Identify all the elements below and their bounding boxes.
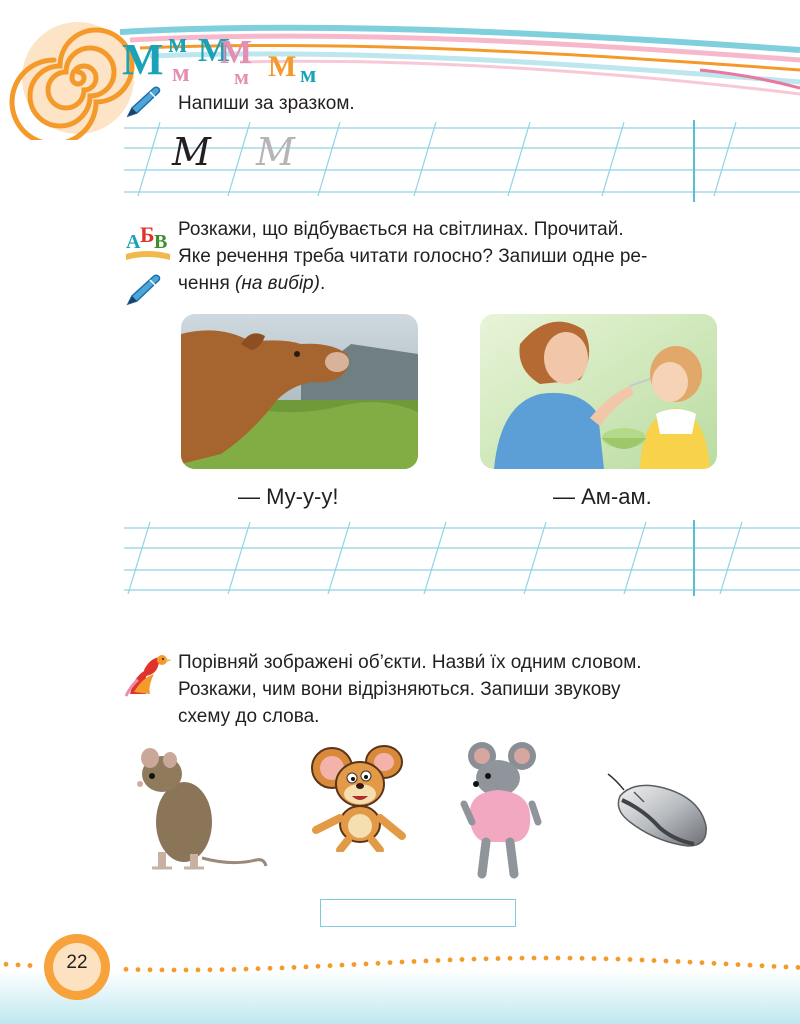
header-letter: М [198, 32, 231, 69]
footer-dot [244, 967, 249, 972]
footer-dot [316, 964, 321, 969]
footer-dot [628, 957, 633, 962]
abc-book-icon [124, 222, 172, 264]
footer-dot [472, 957, 477, 962]
footer-dot [304, 965, 309, 970]
footer-dot [640, 958, 645, 963]
header-letter: м [172, 58, 190, 87]
footer-dot [700, 960, 705, 965]
task2-line: Яке речення треба читати голосно? Запиши одне ре- [178, 246, 648, 267]
footer-dot [520, 956, 525, 961]
cartoon-mouse-image [304, 744, 412, 852]
footer-dot [172, 968, 177, 973]
footer-dot [136, 967, 141, 972]
footer-dot [364, 962, 369, 967]
task2-text-part: . [319, 273, 326, 294]
footer-dot [796, 965, 800, 970]
photo-caption: — Му-у-у! [238, 484, 339, 509]
pen-icon [124, 272, 164, 308]
footer-dot [544, 956, 549, 961]
task2-instruction [178, 216, 718, 297]
footer-dot [448, 958, 453, 963]
footer-dot [616, 957, 621, 962]
footer-dot [400, 960, 405, 965]
footer-dot [664, 959, 669, 964]
footer-dot [328, 963, 333, 968]
footer-dot [424, 959, 429, 964]
task3-line: схему до слова. [178, 706, 320, 727]
footer-dot [568, 956, 573, 961]
footer-dot [160, 968, 165, 973]
task2-line [178, 270, 718, 297]
page-number: 22 [66, 952, 88, 973]
abc-letter: Б [140, 222, 155, 247]
footer-dot [436, 958, 441, 963]
header-letter: м [234, 64, 249, 89]
task3-line: Порівняй зображені об’єкти. Назви́ їх одним словом. [178, 652, 642, 673]
footer-dot [232, 967, 237, 972]
footer-dot [604, 956, 609, 961]
sound-scheme-box[interactable] [320, 899, 516, 927]
task1-instruction: Напиши за зразком. [178, 93, 355, 114]
footer-dot [184, 968, 189, 973]
footer-dot [256, 966, 261, 971]
footer-dot [508, 956, 513, 961]
field-mouse-image [132, 748, 268, 880]
writing-lines [124, 118, 800, 208]
footer-dot [580, 956, 585, 961]
footer-dot [388, 960, 393, 965]
sample-letter: М [172, 130, 211, 174]
footer-dot [592, 956, 597, 961]
footer-dot [496, 956, 501, 961]
footer-dot [352, 962, 357, 967]
task2-line: Розкажи, що відбувається на світлинах. Прочитай. [178, 219, 624, 240]
footer-dot [28, 963, 33, 968]
footer-dot [280, 966, 285, 971]
footer-dot [676, 959, 681, 964]
header-letter: м [168, 28, 188, 59]
cow-photo [181, 314, 418, 469]
footer-dot [292, 965, 297, 970]
abc-letter: В [154, 231, 168, 253]
footer-dot [736, 962, 741, 967]
pen-icon [124, 84, 164, 120]
footer-dot [220, 967, 225, 972]
footer-dot [124, 967, 129, 972]
footer-dot [760, 963, 765, 968]
computer-mouse-image [604, 770, 710, 852]
footer-dot [688, 960, 693, 965]
task3-instruction [178, 649, 718, 730]
footer-dot [532, 956, 537, 961]
footer-dot [196, 968, 201, 973]
task3-line: Розкажи, чим вони відрізняються. Запиши звукову [178, 679, 621, 700]
footer-dot [712, 961, 717, 966]
footer-dot [268, 966, 273, 971]
firebird-icon [124, 648, 172, 698]
footer-dot [784, 965, 789, 970]
header-letter: М [122, 35, 164, 84]
header-letter: М [268, 50, 297, 83]
footer-dot [460, 957, 465, 962]
header-letter: М [220, 34, 253, 71]
photo-caption: — Ам-ам. [553, 484, 652, 509]
task2-text-part: чення [178, 273, 236, 294]
footer-dot [556, 956, 561, 961]
toy-mouse-image [458, 738, 544, 884]
footer-dot [772, 964, 777, 969]
footer-dot [484, 956, 489, 961]
writing-lines [124, 518, 800, 608]
footer-dot [748, 963, 753, 968]
footer-dot [376, 961, 381, 966]
footer-dots [4, 956, 800, 973]
footer-dot [208, 967, 213, 972]
task2-text-italic: (на вибір) [235, 273, 320, 294]
footer-dot [148, 967, 153, 972]
footer-dot [4, 962, 9, 967]
abc-letter: А [126, 231, 141, 253]
spiral-icon [12, 22, 134, 140]
footer-dot [412, 959, 417, 964]
footer-dot [340, 963, 345, 968]
footer-dot [652, 958, 657, 963]
footer-dot [16, 963, 21, 968]
trace-letter: М [256, 130, 295, 174]
header-letter: м [300, 62, 317, 88]
feeding-photo [480, 314, 717, 469]
footer-dot [724, 962, 729, 967]
footer-band [0, 940, 800, 1024]
